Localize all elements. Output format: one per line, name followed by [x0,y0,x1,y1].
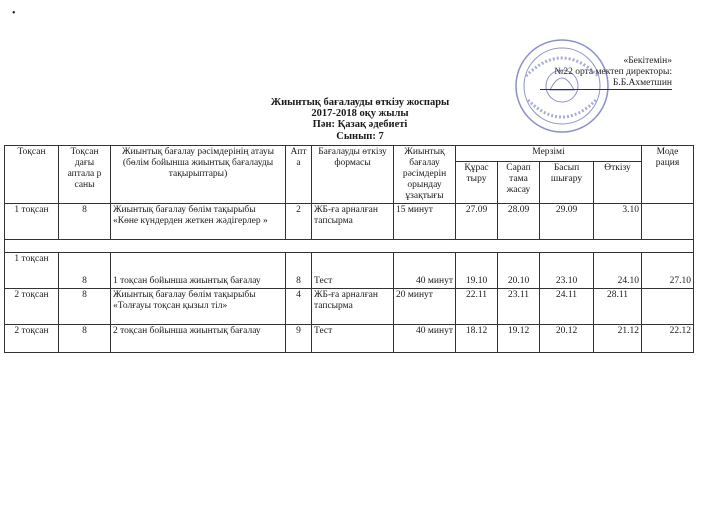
cell-duration: 40 минут [394,325,456,353]
cell-weeks: 8 [59,325,111,353]
cell-compile: 18.12 [456,325,498,353]
corner-dot: • [12,8,16,19]
cell-form: Тест [312,253,394,289]
cell-title: Жиынтық бағалау бөлім тақырыбы «Толғауы тоқсан қызыл тіл» [111,289,286,325]
header-duration: Жиынтық бағалау рәсімдерін орындау ұзақтығы [394,146,456,204]
approval-signature-line: Б.Б.Ахметшин [540,78,672,90]
cell-title: 1 тоқсан бойынша жиынтық бағалау [111,253,286,289]
cell-review: 23.11 [498,289,540,325]
document-title: Жиынтық бағалауды өткізу жоспары [270,97,450,108]
cell-form: Тест [312,325,394,353]
header-week: Апт а [286,146,312,204]
cell-duration: 20 минут [394,289,456,325]
assessment-plan-table [4,145,694,353]
header-form: Бағалауды өткізу формасы [312,146,394,204]
cell-review: 28.09 [498,204,540,240]
table-spacer-row [5,240,694,253]
cell-form: ЖБ-ға арналған тапсырма [312,204,394,240]
cell-moderation [642,204,694,240]
approval-director-line: №22 орта мектеп директоры: [554,67,672,77]
table-row [5,289,694,325]
cell-week: 4 [286,289,312,325]
header-moderation: Моде рация [642,146,694,204]
cell-toksan: 1 тоқсан [5,253,59,289]
cell-week: 2 [286,204,312,240]
table-row [5,253,694,289]
cell-toksan: 2 тоқсан [5,289,59,325]
approval-block [540,56,672,90]
cell-compile: 22.11 [456,289,498,325]
cell-title: 2 тоқсан бойынша жиынтық бағалау [111,325,286,353]
cell-week: 9 [286,325,312,353]
cell-duration: 15 минут [394,204,456,240]
cell-conduct: 24.10 [594,253,642,289]
cell-compile: 27.09 [456,204,498,240]
header-deadlines: Мерзімі [456,146,642,162]
header-toksan: Тоқсан [5,146,59,204]
cell-conduct: 21.12 [594,325,642,353]
table-header-row [5,146,694,162]
header-review: Сарап тама жасау [498,162,540,204]
cell-print: 24.11 [540,289,594,325]
cell-duration: 40 минут [394,253,456,289]
cell-toksan: 2 тоқсан [5,325,59,353]
cell-weeks: 8 [59,204,111,240]
class-title: Сынып: 7 [336,131,384,142]
cell-conduct: 3.10 [594,204,642,240]
cell-compile: 19.10 [456,253,498,289]
cell-week: 8 [286,253,312,289]
header-week-count: Тоқсан дағы аптала р саны [59,146,111,204]
cell-moderation [642,289,694,325]
header-print: Басып шығару [540,162,594,204]
cell-print: 23.10 [540,253,594,289]
cell-weeks: 8 [59,289,111,325]
cell-moderation: 27.10 [642,253,694,289]
approval-label: «Бекітемін» [623,56,672,66]
cell-toksan: 1 тоқсан [5,204,59,240]
subject-title: Пән: Қазақ әдебиеті [312,119,408,130]
header-compile: Құрас тыру [456,162,498,204]
cell-weeks: 8 [59,253,111,289]
table-row [5,325,694,353]
cell-review: 19.12 [498,325,540,353]
cell-conduct: 28.11 [594,289,642,325]
academic-year: 2017-2018 оқу жылы [311,108,409,119]
cell-moderation: 22.12 [642,325,694,353]
header-conduct: Өткізу [594,162,642,204]
cell-print: 20.12 [540,325,594,353]
cell-form: ЖБ-ға арналған тапсырма [312,289,394,325]
cell-title: Жиынтық бағалау бөлім тақырыбы «Көне күндерден жеткен жәдігерлер » [111,204,286,240]
table-row [5,204,694,240]
cell-review: 20.10 [498,253,540,289]
cell-print: 29.09 [540,204,594,240]
header-assessment-title: Жиынтық бағалау рәсімдерінің атауы (бөлім бойынша жиынтық бағалауды тақырыптары) [111,146,286,204]
